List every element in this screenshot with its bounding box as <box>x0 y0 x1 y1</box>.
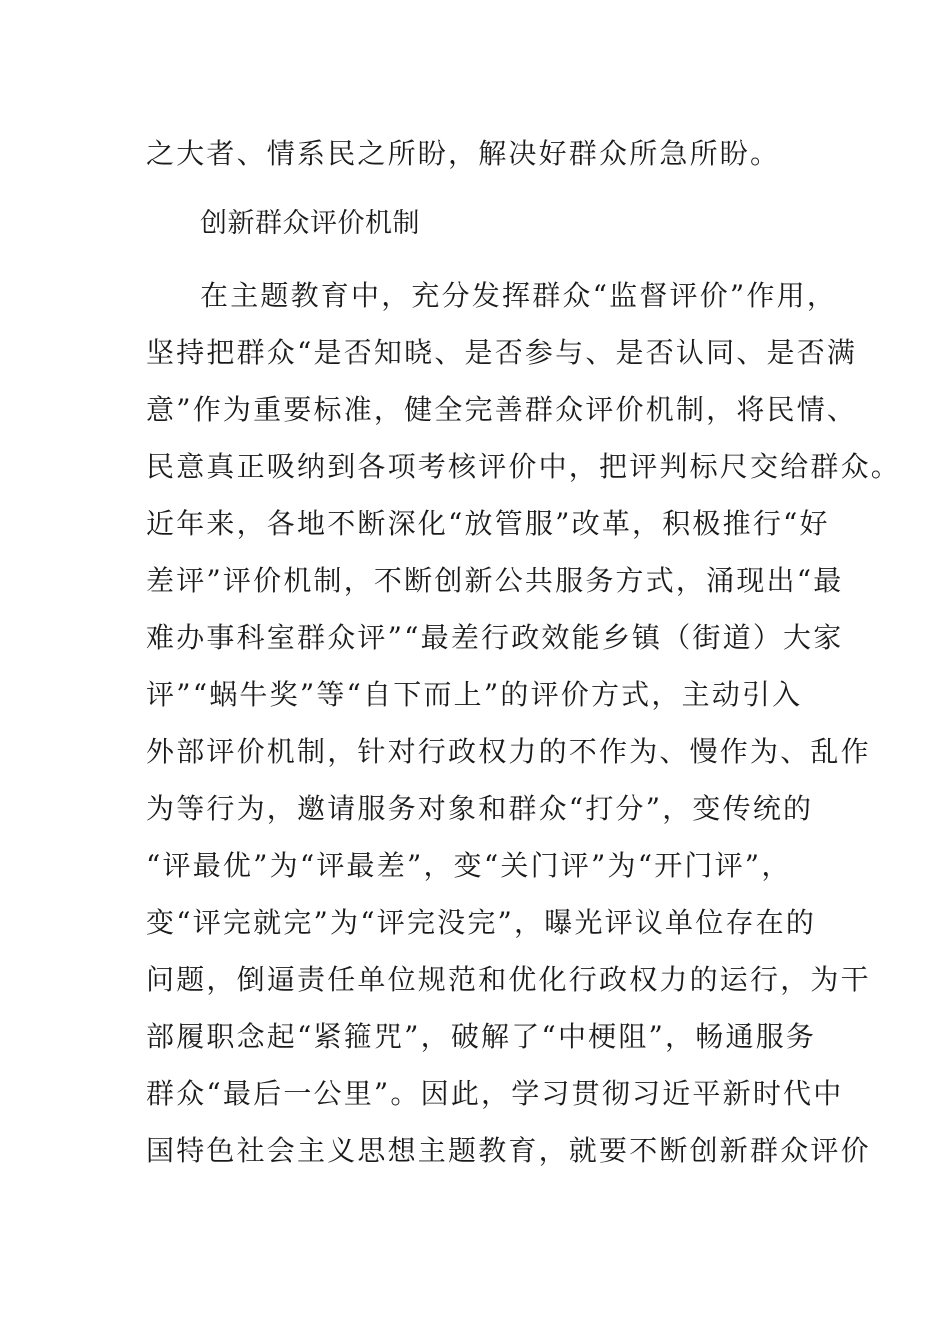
paragraph-line: 评”“蜗牛奖”等“自下而上”的评价方式，主动引入 <box>146 678 803 711</box>
paragraph-line: 群众“最后一公里”。因此，学习贯彻习近平新时代中 <box>146 1077 844 1110</box>
paragraph-line: 差评”评价机制，不断创新公共服务方式，涌现出“最 <box>146 564 844 597</box>
paragraph-line: 为等行为，邀请服务对象和群众“打分”，变传统的 <box>146 792 814 825</box>
paragraph-line: 问题，倒逼责任单位规范和优化行政权力的运行，为干 <box>146 963 871 996</box>
paragraph-line: 民意真正吸纳到各项考核评价中，把评判标尺交给群众。 <box>146 450 902 483</box>
paragraph-line: 坚持把群众“是否知晓、是否参与、是否认同、是否满 <box>146 336 858 369</box>
section-heading: 创新群众评价机制 <box>200 208 420 239</box>
paragraph-line: “评最优”为“评最差”，变“关门评”为“开门评”， <box>146 849 792 882</box>
continuation-line: 之大者、情系民之所盼，解决好群众所急所盼。 <box>146 137 781 170</box>
paragraph-line: 外部评价机制，针对行政权力的不作为、慢作为、乱作 <box>146 735 871 768</box>
paragraph-line: 国特色社会主义思想主题教育，就要不断创新群众评价 <box>146 1134 871 1167</box>
paragraph-line: 难办事科室群众评”“最差行政效能乡镇（街道）大家 <box>146 621 844 654</box>
paragraph-line: 近年来，各地不断深化“放管服”改革，积极推行“好 <box>146 507 830 540</box>
paragraph-line: 部履职念起“紧箍咒”，破解了“中梗阻”，畅通服务 <box>146 1020 817 1053</box>
paragraph-line: 在主题教育中，充分发挥群众“监督评价”作用， <box>200 279 838 312</box>
paragraph-line: 意”作为重要标准，健全完善群众评价机制，将民情、 <box>146 393 858 426</box>
paragraph-line: 变“评完就完”为“评完没完”，曝光评议单位存在的 <box>146 906 817 939</box>
